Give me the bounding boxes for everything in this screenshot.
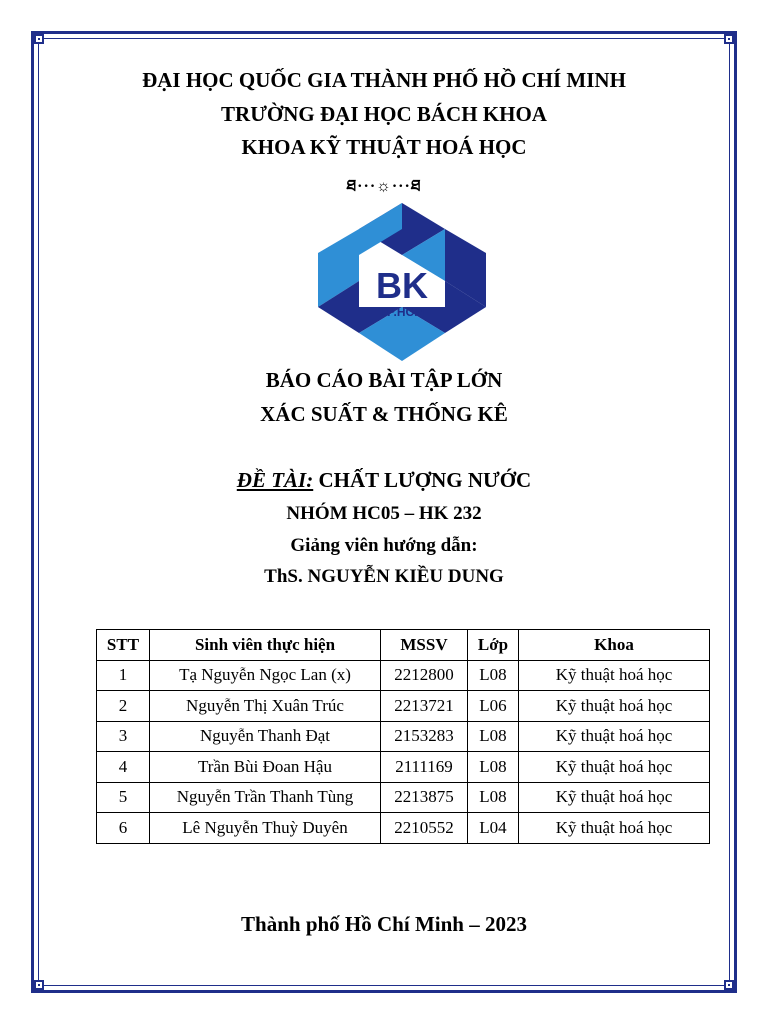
cell-faculty: Kỹ thuật hoá học <box>519 691 710 722</box>
instructor-name: ThS. NGUYỄN KIỀU DUNG <box>264 566 504 587</box>
instructor-label: Giảng viên hướng dẫn: <box>290 535 478 556</box>
cell-mssv: 2111169 <box>381 752 468 783</box>
header-class: Lớp <box>468 630 519 661</box>
cell-stt: 5 <box>97 782 150 813</box>
cell-mssv: 2153283 <box>381 721 468 752</box>
cell-mssv: 2213875 <box>381 782 468 813</box>
header-student: Sinh viên thực hiện <box>150 630 381 661</box>
bk-tphcm-logo-icon <box>318 203 486 361</box>
report-title: BÁO CÁO BÀI TẬP LỚN <box>265 368 503 392</box>
cell-student: Tạ Nguyễn Ngọc Lan (x) <box>150 660 381 691</box>
cell-stt: 2 <box>97 691 150 722</box>
table-row <box>97 813 710 844</box>
table-row <box>97 782 710 813</box>
report-topic <box>0 468 768 493</box>
cell-mssv: 2212800 <box>381 660 468 691</box>
cell-class: L08 <box>468 660 519 691</box>
divider-ornament-icon: ཐ···☼···ཐ <box>346 178 422 195</box>
group-name: NHÓM HC05 – HK 232 <box>286 503 482 524</box>
cell-student: Lê Nguyễn Thuỳ Duyên <box>150 813 381 844</box>
student-table <box>96 629 710 844</box>
cell-stt: 1 <box>97 660 150 691</box>
border-corner-ornament <box>34 980 44 990</box>
topic-value: CHẤT LƯỢNG NƯỚC <box>313 468 532 492</box>
school-name: TRƯỜNG ĐẠI HỌC BÁCH KHOA <box>221 102 547 126</box>
cell-stt: 6 <box>97 813 150 844</box>
cell-class: L08 <box>468 752 519 783</box>
logo-text-tphcm: TP.HCM <box>379 305 425 319</box>
report-subject: XÁC SUẤT & THỐNG KÊ <box>260 402 508 426</box>
cell-student: Nguyễn Thanh Đạt <box>150 721 381 752</box>
header-stt: STT <box>97 630 150 661</box>
cell-student: Nguyễn Thị Xuân Trúc <box>150 691 381 722</box>
faculty-name: KHOA KỸ THUẬT HOÁ HỌC <box>241 135 527 159</box>
cell-stt: 3 <box>97 721 150 752</box>
cell-class: L08 <box>468 782 519 813</box>
cell-mssv: 2210552 <box>381 813 468 844</box>
cell-stt: 4 <box>97 752 150 783</box>
header-faculty: Khoa <box>519 630 710 661</box>
table-row <box>97 691 710 722</box>
topic-label: ĐỀ TÀI: <box>236 468 314 492</box>
table-row <box>97 752 710 783</box>
table-row <box>97 660 710 691</box>
logo-text-bk: BK <box>376 265 428 306</box>
table-row <box>97 721 710 752</box>
cell-faculty: Kỹ thuật hoá học <box>519 782 710 813</box>
cell-class: L04 <box>468 813 519 844</box>
cell-class: L06 <box>468 691 519 722</box>
border-corner-ornament <box>724 34 734 44</box>
cell-faculty: Kỹ thuật hoá học <box>519 813 710 844</box>
cell-faculty: Kỹ thuật hoá học <box>519 721 710 752</box>
cell-class: L08 <box>468 721 519 752</box>
border-corner-ornament <box>34 34 44 44</box>
table-header-row <box>97 630 710 661</box>
cell-mssv: 2213721 <box>381 691 468 722</box>
cell-student: Trần Bùi Đoan Hậu <box>150 752 381 783</box>
cell-faculty: Kỹ thuật hoá học <box>519 752 710 783</box>
header-mssv: MSSV <box>381 630 468 661</box>
university-name: ĐẠI HỌC QUỐC GIA THÀNH PHỐ HỒ CHÍ MINH <box>142 68 626 92</box>
place-date: Thành phố Hồ Chí Minh – 2023 <box>241 912 527 936</box>
border-corner-ornament <box>724 980 734 990</box>
cell-student: Nguyễn Trần Thanh Tùng <box>150 782 381 813</box>
cell-faculty: Kỹ thuật hoá học <box>519 660 710 691</box>
